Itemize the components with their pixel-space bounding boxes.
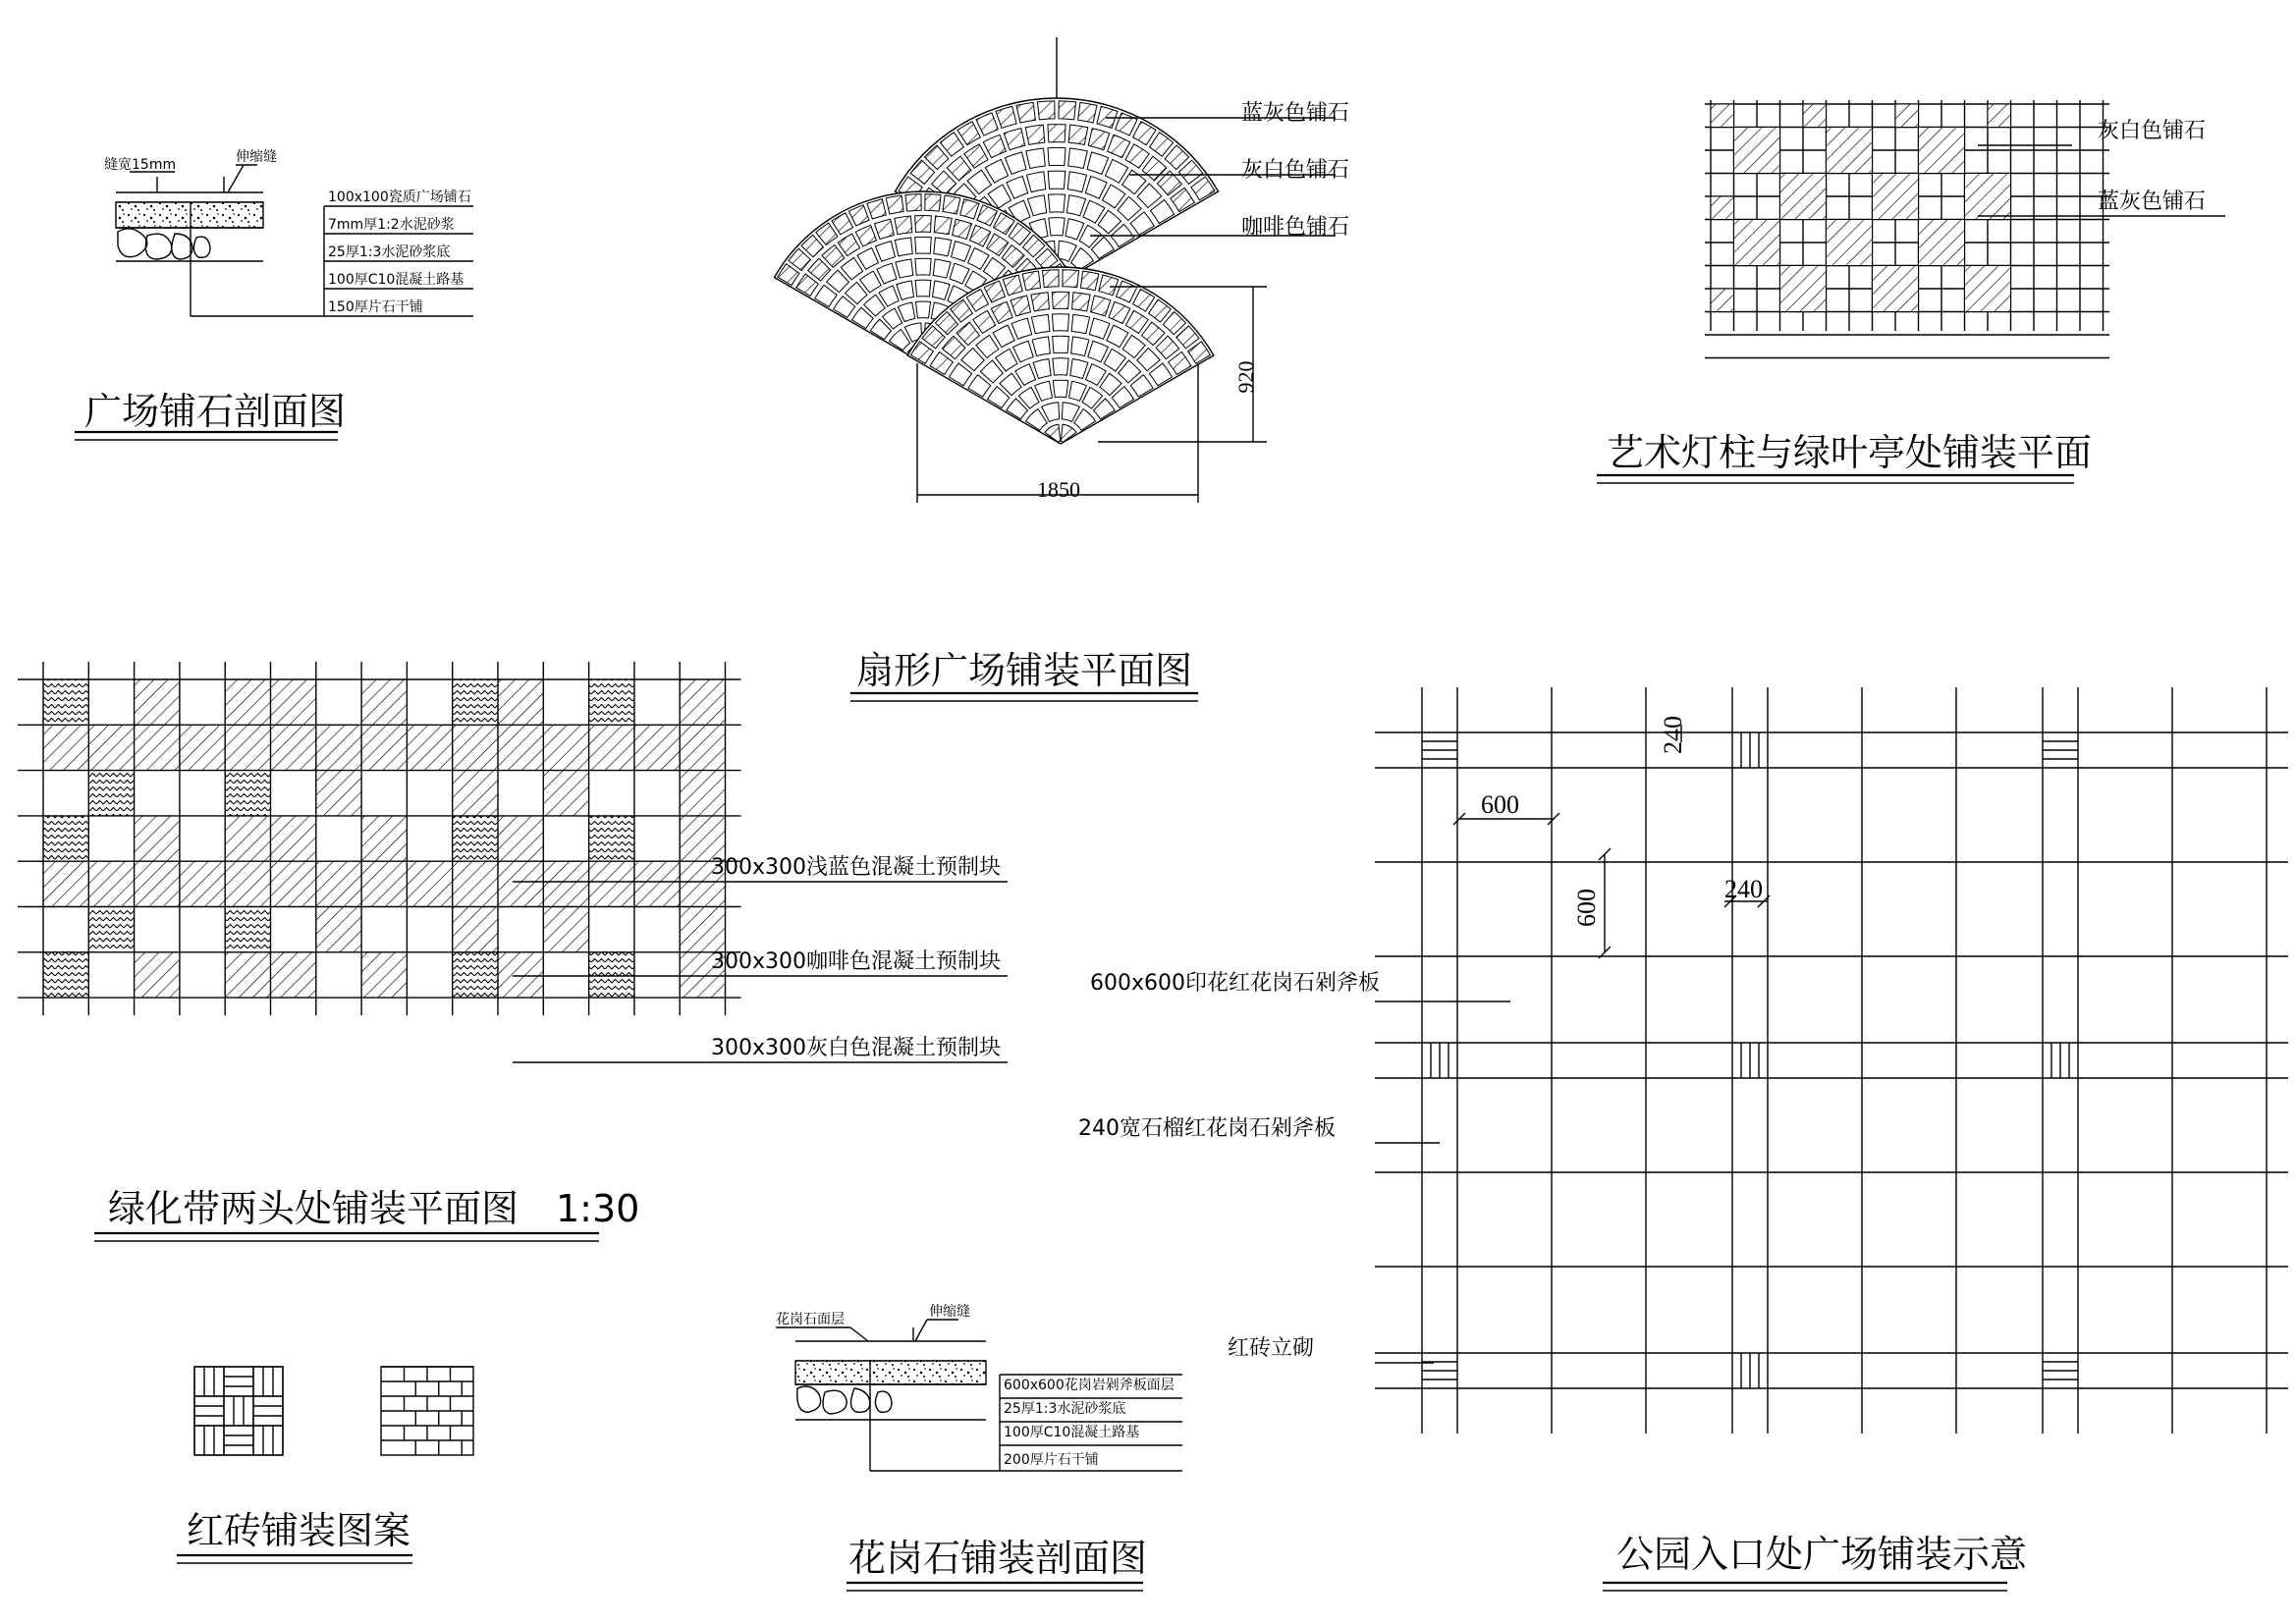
lamp-hatched-block — [1873, 174, 1919, 220]
fan-stone — [915, 237, 932, 253]
lamp-hatched-block — [1827, 128, 1873, 174]
greenbelt-tile — [135, 952, 180, 998]
greenbelt-tile — [589, 816, 634, 861]
brick-cell — [253, 1396, 283, 1426]
greenbelt-tile — [407, 861, 452, 906]
greenbelt-tile — [135, 861, 180, 906]
fan-dim-height: 920 — [1233, 360, 1258, 394]
plaza-layer-1: 100x100瓷质广场铺石 — [328, 189, 471, 205]
fan-stone — [1048, 194, 1065, 212]
fan-stone — [1048, 125, 1066, 142]
joint-width-tag: 缝宽15mm — [104, 157, 177, 173]
fan-stone — [1059, 101, 1076, 120]
greenbelt-tile — [361, 952, 407, 998]
plaza-layer-5: 150厚片石干铺 — [328, 299, 423, 315]
brick-cell — [253, 1367, 283, 1396]
greenbelt-tile — [453, 771, 498, 816]
lamp-hatched-block — [1873, 266, 1919, 312]
greenbelt-tile — [543, 725, 588, 770]
greenbelt-tile — [589, 952, 634, 998]
greenbelt-tile — [498, 861, 543, 906]
fan-stone — [1063, 270, 1079, 288]
greenbelt-tile — [43, 816, 88, 861]
brick-cell — [194, 1367, 224, 1396]
greenbelt-tile — [271, 952, 316, 998]
greenbelt-tile — [543, 907, 588, 952]
greenbelt-tile — [271, 861, 316, 906]
lamp-hatched-cell — [1895, 104, 1919, 128]
lamp-hatched-cell — [1711, 289, 1734, 312]
greenbelt-tile — [634, 725, 680, 770]
greenbelt-tile — [135, 725, 180, 770]
fan-stone — [1052, 292, 1068, 308]
fan-stone — [1048, 171, 1066, 189]
greenbelt-tile — [498, 816, 543, 861]
fan-stone — [1078, 102, 1097, 123]
greenbelt-tile — [271, 679, 316, 725]
greenbelt-tile — [135, 816, 180, 861]
greenbelt-tile — [589, 679, 634, 725]
entrance-dim-600-vertical: 600 — [1572, 889, 1601, 927]
greenbelt-tile — [361, 725, 407, 770]
greenbelt-tile — [407, 725, 452, 770]
greenbelt-tile — [453, 725, 498, 770]
fan-stone — [943, 195, 960, 214]
greenbelt-tile — [589, 725, 634, 770]
greenbelt-title: 绿化带两头处铺装平面图 1:30 — [108, 1187, 640, 1230]
fan-stone — [1071, 314, 1089, 333]
greenbelt-tile — [634, 861, 680, 906]
greenbelt-label-grey-white: 300x300灰白色混凝土预制块 — [711, 1036, 1002, 1060]
lamp-hatched-block — [1780, 266, 1827, 312]
greenbelt-tile — [680, 907, 725, 952]
fan-stone — [1022, 271, 1040, 291]
granite-surface-tag: 花岗石面层 — [776, 1312, 845, 1327]
greenbelt-tile — [88, 907, 134, 952]
fan-stone — [1042, 270, 1059, 288]
fan-stone — [1053, 358, 1068, 375]
lamp-hatched-block — [1965, 266, 2011, 312]
greenbelt-tile — [589, 861, 634, 906]
brick-cell — [253, 1426, 283, 1455]
plaza-layer-4: 100厚C10混凝土路基 — [328, 272, 465, 288]
greenbelt-tile — [271, 816, 316, 861]
greenbelt-tile — [361, 816, 407, 861]
greenbelt-tile — [180, 725, 225, 770]
granite-expansion-tag: 伸缩缝 — [929, 1304, 970, 1320]
lamp-hatched-block — [1965, 174, 2011, 220]
lamp-hatched-cell — [1803, 104, 1827, 128]
fan-stone — [915, 301, 930, 318]
granite-layer-3: 100厚C10混凝土路基 — [1004, 1425, 1140, 1440]
greenbelt-tile — [453, 816, 498, 861]
greenbelt-tile — [680, 725, 725, 770]
greenbelt-tile — [88, 771, 134, 816]
greenbelt-tile — [680, 679, 725, 725]
greenbelt-grid — [18, 662, 741, 1015]
fan-stone — [1025, 125, 1045, 144]
granite-layer-2: 25厚1:3水泥砂浆底 — [1004, 1401, 1126, 1417]
greenbelt-tile — [88, 861, 134, 906]
lamp-label-grey-white: 灰白色铺石 — [2098, 119, 2207, 143]
granite-layer-4: 200厚片石干铺 — [1004, 1452, 1099, 1468]
fan-stone — [915, 258, 931, 275]
greenbelt-label-coffee: 300x300咖啡色混凝土预制块 — [711, 949, 1002, 974]
fan-stone — [895, 238, 912, 256]
greenbelt-tile — [88, 725, 134, 770]
entrance-label-red-brick: 红砖立砌 — [1228, 1336, 1315, 1361]
lamp-hatched-cell — [1711, 104, 1734, 128]
greenbelt-tile — [543, 771, 588, 816]
greenbelt-tile — [225, 816, 270, 861]
plaza-layer-2: 7mm厚1:2水泥砂浆 — [328, 217, 455, 233]
greenbelt-tile — [316, 861, 361, 906]
greenbelt-tile — [680, 771, 725, 816]
red-brick-title: 红砖铺装图案 — [187, 1509, 411, 1552]
fan-label-blue-grey: 蓝灰色铺石 — [1241, 101, 1350, 126]
entrance-label-granite-slab: 600x600印花红花岗石剁斧板 — [1090, 971, 1381, 996]
fan-stone — [1037, 101, 1055, 120]
greenbelt-tile — [316, 771, 361, 816]
greenbelt-tile — [316, 725, 361, 770]
greenbelt-tile — [225, 952, 270, 998]
greenbelt-tile — [225, 725, 270, 770]
fan-stone — [1048, 147, 1066, 165]
greenbelt-tile — [498, 725, 543, 770]
fan-label-coffee: 咖啡色铺石 — [1241, 215, 1350, 240]
lamp-hatched-block — [1919, 220, 1965, 266]
fan-stone — [934, 216, 952, 235]
fan-stone — [934, 238, 952, 256]
fan-stone — [1049, 218, 1065, 236]
greenbelt-tile — [453, 861, 498, 906]
greenbelt-tile — [225, 907, 270, 952]
lamp-pavilion-grid — [1705, 100, 2109, 358]
brick-cell — [194, 1426, 224, 1455]
greenbelt-label-light-blue: 300x300浅蓝色混凝土预制块 — [711, 855, 1002, 880]
greenbelt-tile — [225, 861, 270, 906]
fan-stone — [1031, 293, 1050, 311]
fan-stone — [886, 195, 903, 214]
granite-layer-1: 600x600花岗岩剁斧板面层 — [1004, 1378, 1175, 1393]
greenbelt-tile — [453, 679, 498, 725]
fan-stone — [915, 280, 931, 297]
fan-stone — [1026, 148, 1045, 168]
greenbelt-tile — [271, 725, 316, 770]
lamp-hatched-block — [1919, 128, 1965, 174]
granite-section-title: 花岗石铺装剖面图 — [848, 1537, 1148, 1580]
fan-stone — [1031, 314, 1049, 333]
fan-stone — [1016, 102, 1035, 123]
brick-cell — [194, 1396, 224, 1426]
park-entrance-annotations — [1375, 725, 2007, 1591]
plaza-layer-3: 25厚1:3水泥砂浆底 — [328, 244, 451, 260]
fan-plaza-title: 扇形广场铺装平面图 — [856, 649, 1193, 692]
entrance-dim-240-top: 240 — [1659, 716, 1687, 754]
fan-stone — [905, 194, 921, 211]
greenbelt-tile — [498, 952, 543, 998]
greenbelt-tile — [453, 952, 498, 998]
lamp-hatched-block — [1780, 174, 1827, 220]
fan-stone — [1068, 125, 1088, 144]
fan-stone — [915, 216, 932, 233]
brick-cell — [224, 1367, 253, 1396]
entrance-dim-600-horizontal: 600 — [1481, 790, 1519, 819]
fan-stone — [895, 216, 912, 235]
greenbelt-tile — [43, 679, 88, 725]
fan-stone — [1053, 380, 1067, 397]
brick-cell — [224, 1426, 253, 1455]
expansion-joint-tag: 伸缩缝 — [236, 149, 277, 165]
greenbelt-tile — [453, 907, 498, 952]
fan-stone — [925, 194, 941, 211]
fan-stone — [1052, 314, 1068, 331]
greenbelt-tile — [316, 907, 361, 952]
entrance-dim-240-strip: 240 — [1724, 875, 1763, 903]
fan-stone — [1080, 271, 1098, 291]
greenbelt-tile — [135, 679, 180, 725]
lamp-hatched-cell — [1711, 196, 1734, 220]
lamp-hatched-block — [1827, 220, 1873, 266]
fan-stone — [1072, 293, 1091, 311]
greenbelt-tile — [225, 771, 270, 816]
lamp-hatched-cell — [1988, 104, 2011, 128]
lamp-hatched-block — [1734, 128, 1780, 174]
entrance-label-granite-strip: 240宽石榴红花岗石剁斧板 — [1078, 1116, 1336, 1141]
fan-stone — [1053, 336, 1069, 352]
park-entrance-title: 公园入口处广场铺装示意 — [1616, 1533, 2028, 1576]
greenbelt-tile — [361, 861, 407, 906]
lamp-label-blue-grey: 蓝灰色铺石 — [2098, 189, 2207, 214]
greenbelt-tile — [180, 861, 225, 906]
fan-stone — [1068, 148, 1087, 168]
greenbelt-tile — [225, 679, 270, 725]
fan-label-grey-white: 灰白色铺石 — [1241, 158, 1350, 183]
greenbelt-tile — [43, 952, 88, 998]
fan-dim-width: 1850 — [1037, 477, 1080, 502]
greenbelt-tile — [43, 861, 88, 906]
brick-cell — [224, 1396, 253, 1426]
plaza-section-title: 广场铺石剖面图 — [84, 390, 347, 433]
greenbelt-tile — [498, 679, 543, 725]
lamp-hatched-block — [1734, 220, 1780, 266]
lamp-pavilion-title: 艺术灯柱与绿叶亭处铺装平面 — [1607, 431, 2093, 474]
greenbelt-tile — [361, 679, 407, 725]
greenbelt-tile — [43, 725, 88, 770]
greenbelt-tile — [543, 861, 588, 906]
